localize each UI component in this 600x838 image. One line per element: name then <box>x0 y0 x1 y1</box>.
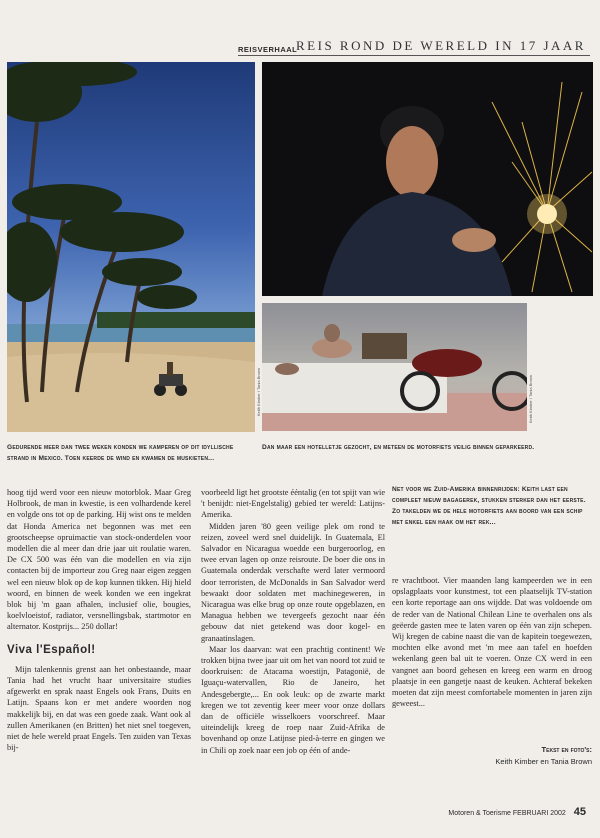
page-footer <box>448 806 586 818</box>
photo-hotel-room <box>262 303 527 431</box>
paragraph: voorbeeld ligt het grootste ééntalig (en tot spijt van wie 't benijdt: niet-Engelstalig) gebied ter wereld: Latijns-Amerika. <box>201 488 385 520</box>
article-title: REIS ROND DE WERELD IN 17 JAAR <box>296 38 586 53</box>
photo-welding <box>262 62 593 296</box>
page-header <box>238 38 590 56</box>
author-credits <box>432 744 592 768</box>
article-column-2 <box>201 487 385 756</box>
sidebar-caption: Net voor we Zuid-Amerika binnenrijden: Keith last een compleet nieuw bagagerek, stukken sterker dan het eerste. Zo takelden we de hele motorfiets aan boord van een schip met enkel een haak om het rek... <box>392 486 586 526</box>
issue-date: FEBRUARI 2002 <box>512 810 566 817</box>
paragraph: Mijn talenkennis grenst aan het onbestaande, maar Tania had het vrucht haar universitaire studies afgewerkt en sprak naast Engels ook Frans, Duits en Latijn. Spaans kon er met andere woorden nog makkelijk bij, en dat was een goede zaak. Want ook al zullen Amerikanen (en Britten) het niet snel toegeven, niet de hele wereld praat Engels. Ten zuiden van Texas bij- <box>7 664 191 753</box>
photo-credit-left: Keith Kimber / Tania Brown <box>256 368 261 417</box>
welding-illustration <box>262 62 593 296</box>
section-label: REISVERHAAL <box>238 45 298 54</box>
section-heading: Viva l'Español! <box>7 643 96 656</box>
caption-left: Gedurende meer dan twee weken konden we kamperen op dit idyllische strand in Mexico. Toen keerde de wind en kwamen de muskieten... <box>7 444 234 462</box>
paragraph: hoog tijd werd voor een nieuw motorblok. Maar Greg Holbrook, de man in kwestie, is een volhardende kerel en volgde ons tot op de parking. Hij wist ons te melden dat Honda America net begonnen was met een grootscheepse opruimactie van stock-onderdelen voor modellen die al meer dan drie jaar uit roulatie waren. De CX 500 was één van die modellen en via zijn contacten bij de importeur zou Greg naar eigen zeggen wel een nieuw blok op de kop kunnen tikken. Hij hield woord, en binnen de week konden we een ingekrat blok bij 'm gaan afhalen, inclusief olie, bougies, koelvloeistof, radiator, versnellingsbak, startmotor en alternator. Kostprijs... 250 dollar! <box>7 488 191 632</box>
photo-credit-right: Keith Kimber / Tania Brown <box>528 375 533 424</box>
article-column-3 <box>392 575 592 709</box>
magazine-name: Motoren & Toerisme <box>448 810 511 817</box>
photo-beach-palms <box>7 62 255 432</box>
page-number: 45 <box>573 806 586 818</box>
header-rule <box>238 55 590 56</box>
beach-illustration <box>7 62 255 432</box>
paragraph: Midden jaren '80 geen veilige plek om rond te reizen, zoveel werd snel duidelijk. In Guatemala, El Salvador en Nicaragua woedde een burgeroorlog, en twee ervan lagen op onze reisroute. De boer die ons in Guatemala onderdak verschafte werd later vermoord door terroristen, de McDonalds in San Salvador werd bewaakt door soldaten met machinegeweren, in Nicaragua was elke brug op onze route opgeblazen, en Managua hebben we tevergeefs gezocht naar één gebouw dat niet getekend was door kogel- en granaatinslagen. <box>201 521 385 643</box>
article-column-1 <box>7 487 191 753</box>
hotel-illustration <box>262 303 527 431</box>
credits-label: Tekst en foto's: <box>541 745 592 754</box>
paragraph: re vrachtboot. Vier maanden lang kampeerden we in een opslagplaats voor kunstmest, tot een plaatselijk TV-station een korte reportage aan ons wijdde. Dat was voldoende om de reder van de National Chilean Line te overhalen ons als geëerde gasten mee te laten varen op één van zijn schepen. Wij kregen de cabine naast die van de kapitein toegewezen, mochten elke avond met 'm mee aan tafel en hoefden wekenlang geen bal uit te voeren. Onze CX werd in een vangnet aan boord gehesen en kreeg een warm en droog plaatsje in een gangetje naast de keuken. Achteraf bekeken moeten dat zijn meest comfortabele momenten in jaren zijn geweest... <box>392 576 592 709</box>
credits-names: Keith Kimber en Tania Brown <box>495 757 592 766</box>
paragraph: Maar los daarvan: wat een prachtig continent! We trokken bijna twee jaar uit om het van noord tot zuid te doorkruisen: de Atacama woestijn, Patagonië, de Iguaçu-watervallen, Rio de Janeiro, het Andesgebergte,... En ook leuk: op de zwarte markt kregen we tot zeventig keer meer voor onze dollars dan de officiële wisselkoers voorschreef. Maar uiteindelijk kreeg de roep naar Zuid-Afrika de bovenhand op onze Latijnse pied-à-terre en gingen we in Chili op zoek naar een job op één of ande- <box>201 644 385 755</box>
caption-right: Dan maar een hotelletje gezocht, en meteen de motorfiets veilig binnen geparkeerd. <box>262 444 535 451</box>
